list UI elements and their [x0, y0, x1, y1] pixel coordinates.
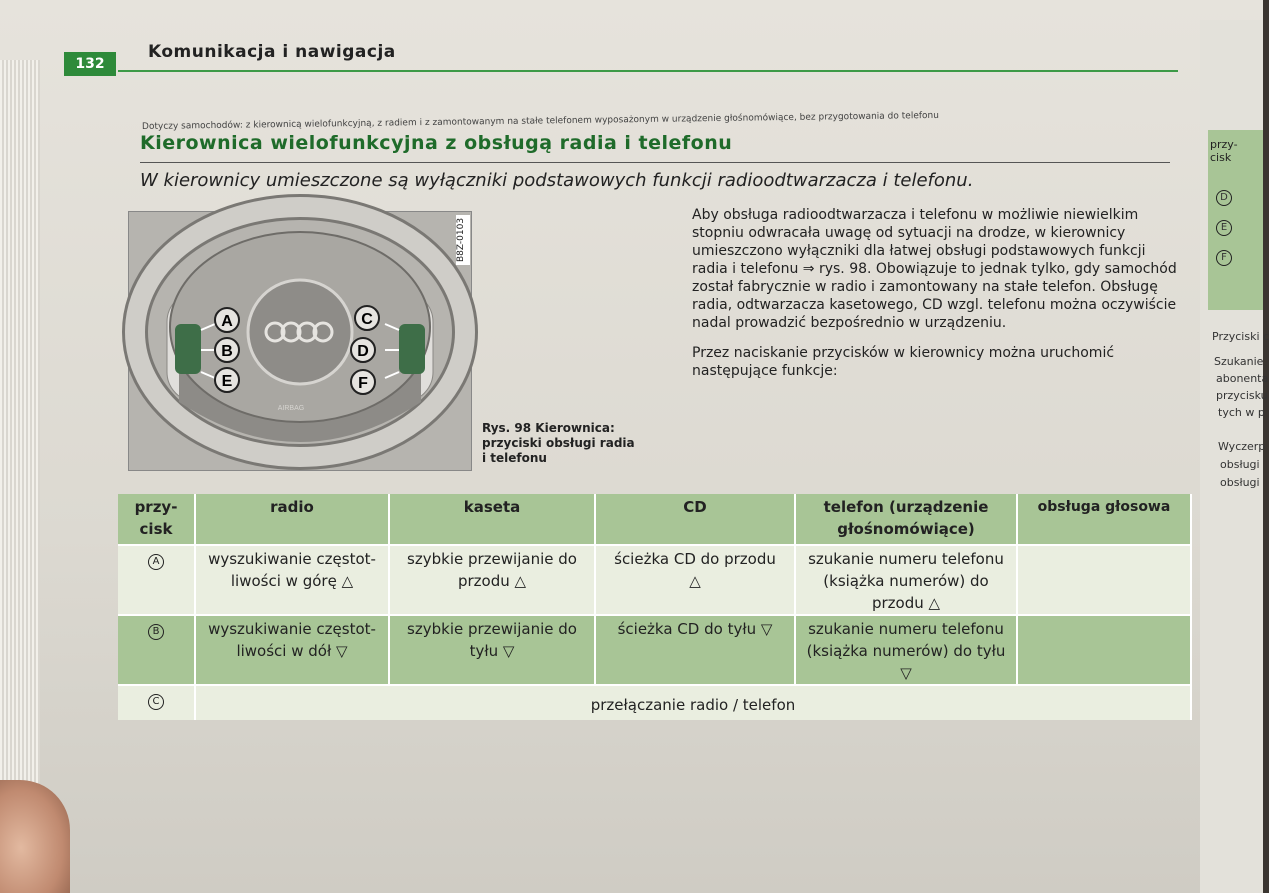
row-b-radio: wyszukiwanie częstot- liwości w dół ▽ — [196, 616, 390, 686]
button-label-a: A — [221, 313, 233, 330]
right-page-tab — [1208, 130, 1263, 310]
row-a-kaseta: szybkie przewijanie do przodu △ — [390, 546, 596, 616]
row-a-cd: ścieżka CD do przodu △ — [596, 546, 796, 616]
row-b-key — [118, 616, 196, 686]
figure-code: B8Z-0103 — [456, 215, 470, 265]
right-key-d-icon: D — [1216, 190, 1232, 206]
body-text — [692, 206, 1182, 392]
row-a-radio: wyszukiwanie częstot- liwości w górę △ — [196, 546, 390, 616]
right-line-5: tych w p — [1218, 406, 1265, 419]
page-number: 132 — [64, 52, 116, 76]
right-line-2: Szukanie — [1214, 355, 1264, 368]
row-a-key — [118, 546, 196, 616]
right-line-4: przycisku — [1216, 389, 1268, 402]
right-line-1: Przyciski c — [1212, 330, 1269, 343]
paragraph-1: Aby obsługa radioodtwarzacza i telefonu w możliwie niewielkim stopniu odwracała uwagę od sytuacji na drodze, w kierownicy umieszczono wyłączniki dla łatwej obsługi podstawowych funkcji radia i telefonu ⇒ rys. 98. Obowiązuje to jednak tylko, gdy samochód został fabrycznie w radio i zamontowany na stałe telefon. Obsługę radia, odtwarzacza kasetowego, CD wzgl. telefonu można oczywiście nadal prowadzić bezpośrednio w urządzeniu. — [692, 207, 1177, 331]
key-a-icon: A — [148, 554, 164, 570]
button-label-b: B — [221, 343, 233, 360]
right-line-8: obsługi — [1220, 476, 1260, 489]
section-rule — [140, 162, 1170, 163]
right-key-f-icon: F — [1216, 250, 1232, 266]
top-rule — [118, 70, 1178, 72]
key-c-icon: C — [148, 694, 164, 710]
steering-wheel-figure — [128, 211, 472, 471]
caption-line-1: Rys. 98 Kierownica: — [482, 421, 615, 435]
row-a-glosowa — [1018, 546, 1192, 616]
button-label-c: C — [361, 311, 373, 328]
functions-table — [118, 494, 1192, 720]
header-kaseta: kaseta — [390, 494, 596, 546]
row-b-kaseta: szybkie przewijanie do tyłu ▽ — [390, 616, 596, 686]
header-radio: radio — [196, 494, 390, 546]
thumb — [0, 780, 70, 893]
airbag-label: AIRBAG — [277, 405, 305, 412]
row-b-telefon: szukanie numeru telefonu (książka numerów) do tyłu ▽ — [796, 616, 1018, 686]
chapter-title: Komunikacja i nawigacja — [148, 42, 396, 62]
header-key: przy- cisk — [118, 494, 196, 546]
row-a-telefon: szukanie numeru telefonu (książka numerów) do przodu △ — [796, 546, 1018, 616]
paragraph-2: Przez naciskanie przycisków w kierownicy można uruchomić następujące funkcje: — [692, 345, 1115, 379]
row-b-cd: ścieżka CD do tyłu ▽ — [596, 616, 796, 686]
section-title: Kierownica wielofunkcyjna z obsługą radia i telefonu — [140, 132, 733, 154]
figure-caption — [482, 421, 682, 466]
caption-line-2: przyciski obsługi radia — [482, 436, 635, 450]
caption-line-3: i telefonu — [482, 451, 547, 465]
header-telefon: telefon (urządzenie głośnomówiące) — [796, 494, 1018, 546]
key-b-icon: B — [148, 624, 164, 640]
right-line-6: Wyczerp — [1218, 440, 1266, 453]
right-line-7: obsługi — [1220, 458, 1260, 471]
header-cd: CD — [596, 494, 796, 546]
right-line-3: abonenta — [1216, 372, 1269, 385]
row-c-span: przełączanie radio / telefon — [196, 686, 1192, 720]
row-b-glosowa — [1018, 616, 1192, 686]
row-c-key — [118, 686, 196, 720]
header-glosowa: obsługa głosowa — [1018, 494, 1192, 546]
right-tab-header: przy- cisk — [1210, 138, 1238, 164]
steering-wheel-drawing — [129, 212, 471, 470]
button-label-f: F — [358, 375, 368, 392]
applies-to-note: Dotyczy samochodów: z kierownicą wielofunkcyjną, z radiem i z zamontowanym na stałe telefonem wyposażonym w urządzenie głośnomówiące, bez przygotowania do telefonu — [141, 110, 939, 132]
button-label-e: E — [221, 373, 233, 390]
page-edge — [0, 60, 40, 893]
button-label-d: D — [357, 343, 369, 360]
lead-sentence: W kierownicy umieszczone są wyłączniki podstawowych funkcji radioodtwarzacza i telefonu. — [140, 170, 974, 191]
right-key-e-icon: E — [1216, 220, 1232, 236]
